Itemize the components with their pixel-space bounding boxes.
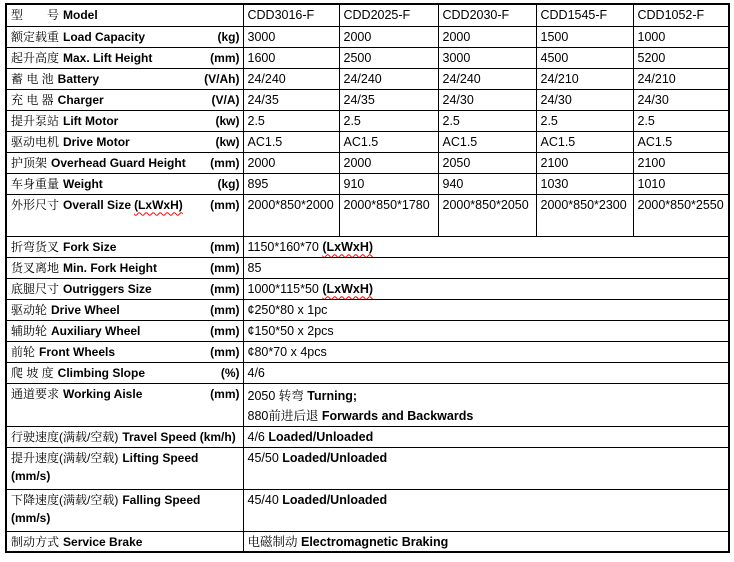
cell-value: 24/240 [243, 68, 339, 89]
row-label-en: Fork Size [63, 239, 117, 254]
row-unit: (kw) [215, 113, 240, 128]
row-overall-size [6, 194, 729, 236]
misspelled-text: (LxWxH) [322, 239, 374, 254]
row-unit: (mm) [210, 323, 240, 338]
cell-value-merged: 1000*115*50 (LxWxH) [243, 278, 729, 299]
cell-value: 1600 [243, 47, 339, 68]
row-service-brake [6, 531, 729, 552]
cell-value: 2000*850*2050 [438, 194, 536, 236]
row-label-zh: 下降速度(满载/空载) [11, 492, 119, 507]
row-overhead-guard-height [6, 152, 729, 173]
cell-value: 895 [243, 173, 339, 194]
cell-value: 5200 [633, 47, 729, 68]
cell-value: 940 [438, 173, 536, 194]
row-label-en: Auxiliary Wheel [51, 323, 141, 338]
cell-value: 2.5 [243, 110, 339, 131]
model-header-cell: CDD1545-F [536, 4, 633, 26]
cell-value: 2.5 [339, 110, 438, 131]
aisle-turning-line: 2050 转弯 Turning; [247, 388, 358, 403]
row-load-capacity [6, 26, 729, 47]
cell-value: 2000 [243, 152, 339, 173]
row-unit: (mm) [210, 302, 240, 317]
misspelled-text: (LxWxH) [322, 281, 374, 296]
row-label-zh: 提升速度(满载/空载) [11, 450, 119, 465]
cell-value-merged: ¢250*80 x 1pc [243, 299, 729, 320]
cell-value-merged: 45/50 Loaded/Unloaded [243, 447, 729, 489]
row-label-en: Weight [63, 176, 103, 191]
cell-value: 2000*850*2300 [536, 194, 633, 236]
row-label-zh: 蓄 电 池 [11, 71, 54, 86]
row-working-aisle [6, 383, 729, 426]
row-front-wheels [6, 341, 729, 362]
cell-value: 1000 [633, 26, 729, 47]
header-label-zh: 型 号 [11, 8, 60, 22]
row-label-zh: 折弯货叉 [11, 239, 60, 254]
row-unit: (mm) [210, 344, 240, 359]
row-label-zh: 底腿尺寸 [11, 281, 60, 296]
row-lifting-speed [6, 447, 729, 489]
row-label-en: Max. Lift Height [63, 50, 153, 65]
cell-value: 2000 [438, 26, 536, 47]
row-label-zh: 制动方式 [11, 534, 60, 549]
row-label-en: Working Aisle [63, 386, 143, 401]
cell-value: 2000*850*2550 [633, 194, 729, 236]
row-label-en: Outriggers Size [63, 281, 152, 296]
row-min-fork-height [6, 257, 729, 278]
row-label-zh: 驱动轮 [11, 302, 48, 317]
row-label-en: Service Brake [63, 534, 143, 549]
model-header-cell: CDD2030-F [438, 4, 536, 26]
row-label-zh: 提升泵站 [11, 113, 60, 128]
cell-value: 24/35 [243, 89, 339, 110]
model-header-cell: CDD3016-F [243, 4, 339, 26]
cell-value: 2100 [633, 152, 729, 173]
row-unit: (mm/s) [11, 510, 51, 525]
row-label-en: Min. Fork Height [63, 260, 158, 275]
row-fork-size [6, 236, 729, 257]
row-label-en: Drive Motor [63, 134, 130, 149]
row-travel-speed [6, 426, 729, 447]
cell-value: 24/30 [438, 89, 536, 110]
row-climbing-slope [6, 362, 729, 383]
row-drive-wheel [6, 299, 729, 320]
cell-value: 24/240 [438, 68, 536, 89]
cell-value: 910 [339, 173, 438, 194]
cell-value: AC1.5 [339, 131, 438, 152]
cell-value: 24/30 [633, 89, 729, 110]
cell-value-merged: 85 [243, 257, 729, 278]
spec-table [5, 3, 730, 553]
row-label-zh: 爬 坡 度 [11, 365, 54, 380]
model-header-cell: CDD2025-F [339, 4, 438, 26]
row-outriggers-size [6, 278, 729, 299]
row-label-en: Battery [57, 71, 100, 86]
cell-value-merged: ¢80*70 x 4pcs [243, 341, 729, 362]
row-label-en-misspelled: (LxWxH) [134, 197, 183, 212]
row-unit: (%) [220, 365, 240, 380]
row-label-en: Front Wheels [39, 344, 116, 359]
row-auxiliary-wheel [6, 320, 729, 341]
cell-value-merged: 1150*160*70 (LxWxH) [243, 236, 729, 257]
header-label-cell [6, 4, 243, 26]
cell-value-merged: 电磁制动 Electromagnetic Braking [243, 531, 729, 552]
row-label-en: Travel Speed (km/h) [122, 429, 236, 444]
row-unit: (mm) [210, 260, 240, 275]
cell-value-merged: ¢150*50 x 2pcs [243, 320, 729, 341]
row-charger [6, 89, 729, 110]
row-drive-motor [6, 131, 729, 152]
aisle-forwards-line: 880前进后退 Forwards and Backwards [247, 408, 474, 423]
row-battery [6, 68, 729, 89]
row-falling-speed [6, 489, 729, 531]
row-label-zh: 驱动电机 [11, 134, 60, 149]
model-header-cell: CDD1052-F [633, 4, 729, 26]
cell-value: AC1.5 [438, 131, 536, 152]
cell-value: 1030 [536, 173, 633, 194]
row-label-zh: 前轮 [11, 344, 36, 359]
cell-value: 2.5 [633, 110, 729, 131]
row-label-en: Lift Motor [63, 113, 119, 128]
row-unit: (kw) [215, 134, 240, 149]
cell-value: 2000*850*2000 [243, 194, 339, 236]
cell-value: AC1.5 [243, 131, 339, 152]
cell-value: 2050 [438, 152, 536, 173]
cell-value: 24/210 [633, 68, 729, 89]
row-label-zh: 起升高度 [11, 50, 60, 65]
cell-value: 3000 [243, 26, 339, 47]
cell-value: 2000 [339, 26, 438, 47]
header-row [6, 4, 729, 26]
row-unit: (mm) [210, 197, 240, 212]
row-lift-motor [6, 110, 729, 131]
cell-value: 1010 [633, 173, 729, 194]
cell-value: 24/30 [536, 89, 633, 110]
row-label-zh: 充 电 器 [11, 92, 54, 107]
row-unit: (mm/s) [11, 468, 51, 483]
cell-value: 2000*850*1780 [339, 194, 438, 236]
row-label-en: Overall Size [63, 197, 132, 212]
cell-value: 24/210 [536, 68, 633, 89]
row-label-en: Lifting Speed [122, 450, 199, 465]
cell-value: AC1.5 [536, 131, 633, 152]
row-max-lift-height [6, 47, 729, 68]
cell-value: 2100 [536, 152, 633, 173]
row-label-zh: 外形尺寸 [11, 197, 60, 212]
cell-value: 2.5 [536, 110, 633, 131]
row-label-en: Charger [57, 92, 104, 107]
row-label-en: Drive Wheel [51, 302, 120, 317]
cell-value: AC1.5 [633, 131, 729, 152]
header-label-en: Model [63, 8, 98, 22]
row-unit: (V/Ah) [204, 71, 240, 86]
row-unit: (V/A) [211, 92, 240, 107]
cell-value: 3000 [438, 47, 536, 68]
cell-value: 4500 [536, 47, 633, 68]
row-label-zh: 通道要求 [11, 386, 60, 401]
cell-value: 2000 [339, 152, 438, 173]
row-unit: (mm) [210, 281, 240, 296]
cell-value: 2500 [339, 47, 438, 68]
row-label-zh: 额定载重 [11, 29, 60, 44]
row-label-zh: 行驶速度(满载/空载) [11, 429, 119, 444]
cell-value-merged: 4/6 Loaded/Unloaded [243, 426, 729, 447]
cell-value: 24/240 [339, 68, 438, 89]
cell-value-merged [243, 383, 729, 426]
row-label-zh: 车身重量 [11, 176, 60, 191]
cell-value: 24/35 [339, 89, 438, 110]
row-label-en: Falling Speed [122, 492, 201, 507]
row-label-zh: 货叉离地 [11, 260, 60, 275]
row-label-zh: 护顶架 [11, 155, 48, 170]
row-unit: (mm) [210, 239, 240, 254]
row-label-en: Load Capacity [63, 29, 146, 44]
cell-value-merged: 45/40 Loaded/Unloaded [243, 489, 729, 531]
row-unit: (mm) [210, 50, 240, 65]
row-unit: (mm) [210, 386, 240, 401]
row-unit: (kg) [217, 29, 240, 44]
row-unit: (mm) [210, 155, 240, 170]
row-unit: (kg) [217, 176, 240, 191]
row-label-en: Climbing Slope [57, 365, 146, 380]
cell-value: 2.5 [438, 110, 536, 131]
row-label-en: Overhead Guard Height [51, 155, 186, 170]
row-label-zh: 辅助轮 [11, 323, 48, 338]
cell-value: 1500 [536, 26, 633, 47]
row-weight [6, 173, 729, 194]
cell-value-merged: 4/6 [243, 362, 729, 383]
